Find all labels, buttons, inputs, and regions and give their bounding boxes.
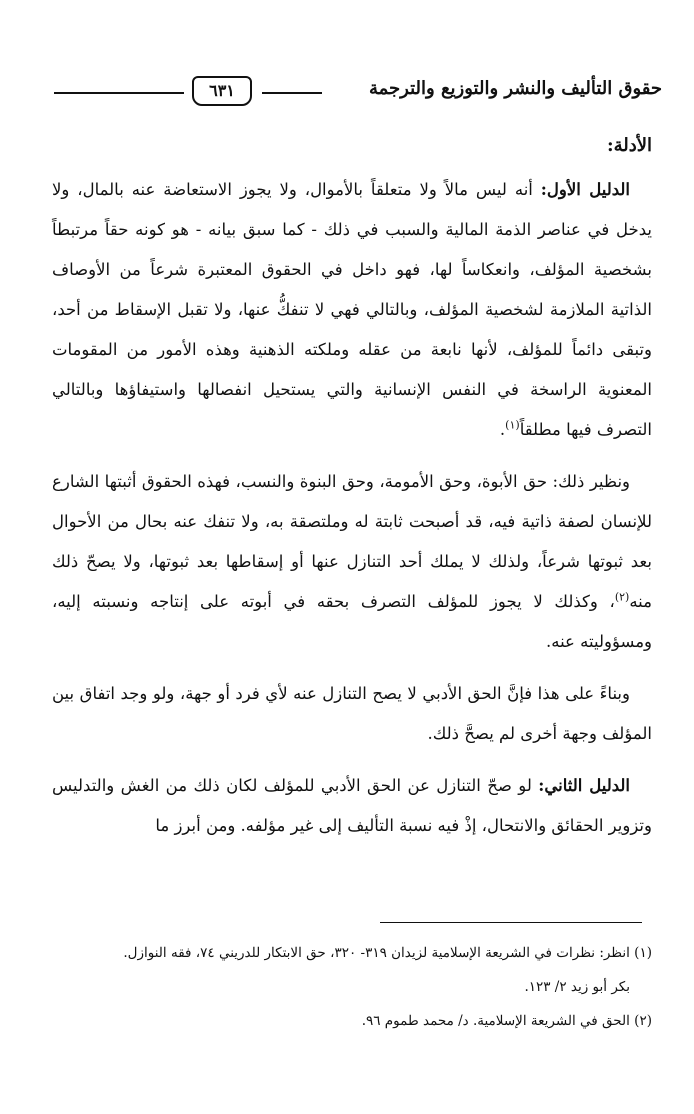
footnote-ref[interactable]: (٢)	[614, 590, 630, 604]
paragraph-analogy	[52, 462, 652, 662]
main-text	[52, 126, 652, 858]
header-rule	[262, 92, 322, 94]
footnote-2: (٢) الحق في الشريعة الإسلامية. د/ محمد طموم ٩٦.	[361, 1013, 652, 1029]
header-rule	[54, 92, 184, 94]
paragraph-text: لو صحّ التنازل عن الحق الأدبي للمؤلف لكان ذلك من الغش والتدليس وتزوير الحقائق والانتحال، إذْ فيه نسبة التأليف إلى غير مؤلفه. ومن أبرز ما	[52, 776, 652, 835]
running-title: حقوق التأليف والنشر والتوزيع والترجمة	[368, 78, 662, 99]
footnote-ref[interactable]: (١)	[505, 418, 520, 432]
footnote-divider	[380, 922, 642, 923]
footnotes	[52, 936, 652, 1038]
footnote-1-continued: بكر أبو زيد ٢/ ١٢٣.	[524, 979, 630, 995]
paragraph-lead: الدليل الثاني:	[538, 776, 631, 795]
section-heading: الأدلة:	[606, 135, 652, 156]
paragraph-text: أنه ليس مالاً ولا متعلقاً بالأموال، ولا يجوز الاستعاضة عنه بالمال، ولا يدخل في عناصر الذمة المالية والسبب في ذلك - كما سبق بيانه - هو كونه حقاً مرتبطاً بشخصية المؤلف، وانعكاساً لها، فهو داخل في الحقوق المعتبرة شرعاً من الأوصاف الذاتية الملازمة لشخصية المؤلف، وبالتالي فهي لا تنفكُّ عنها، ولا تقبل الإسقاط من أحد، وتبقى دائماً للمؤلف، لأنها نابعة من عقله وملكته الذهنية وهذه الأمور من المقومات المعنوية الراسخة في النفس الإنسانية والتي يستحيل انفصالها واستيفاؤها وبالتالي التصرف فيها مطلقاً	[52, 180, 652, 439]
paragraph-text: .	[499, 420, 506, 439]
paragraph-second-evidence	[52, 766, 652, 846]
paragraph-first-evidence	[52, 170, 652, 450]
footnote-1: (١) انظر: نظرات في الشريعة الإسلامية لزيدان ٣١٩- ٣٢٠، حق الابتكار للدريني ٧٤، فقه النوازل.	[123, 945, 652, 961]
paragraph-conclusion: وبناءً على هذا فإنَّ الحق الأدبي لا يصح التنازل عنه لأي فرد أو جهة، ولو وجد اتفاق بين المؤلف وجهة أخرى لم يصحَّ ذلك.	[52, 684, 652, 743]
page-number: ٦٣١	[192, 76, 252, 106]
paragraph-text: ، وكذلك لا يجوز للمؤلف التصرف بحقه في أبوته على إنتاجه ونسبته إليه، ومسؤوليته عنه.	[52, 592, 652, 651]
paragraph-text: ونظير ذلك: حق الأبوة، وحق الأمومة، وحق البنوة والنسب، فهذه الحقوق أثبتها الشارع للإنسان لصفة ذاتية فيه، قد أصبحت ثابتة له وملتصقة به، ولا تنفك عنه بحال من الأحوال بعد ثبوتها شرعاً، ولذلك لا يملك أحد التنازل عنها أو إسقاطها بعد ثبوتها، ولا يصحّ ذلك منه	[52, 472, 652, 611]
paragraph-lead: الدليل الأول:	[540, 180, 630, 199]
page-header	[40, 76, 662, 112]
